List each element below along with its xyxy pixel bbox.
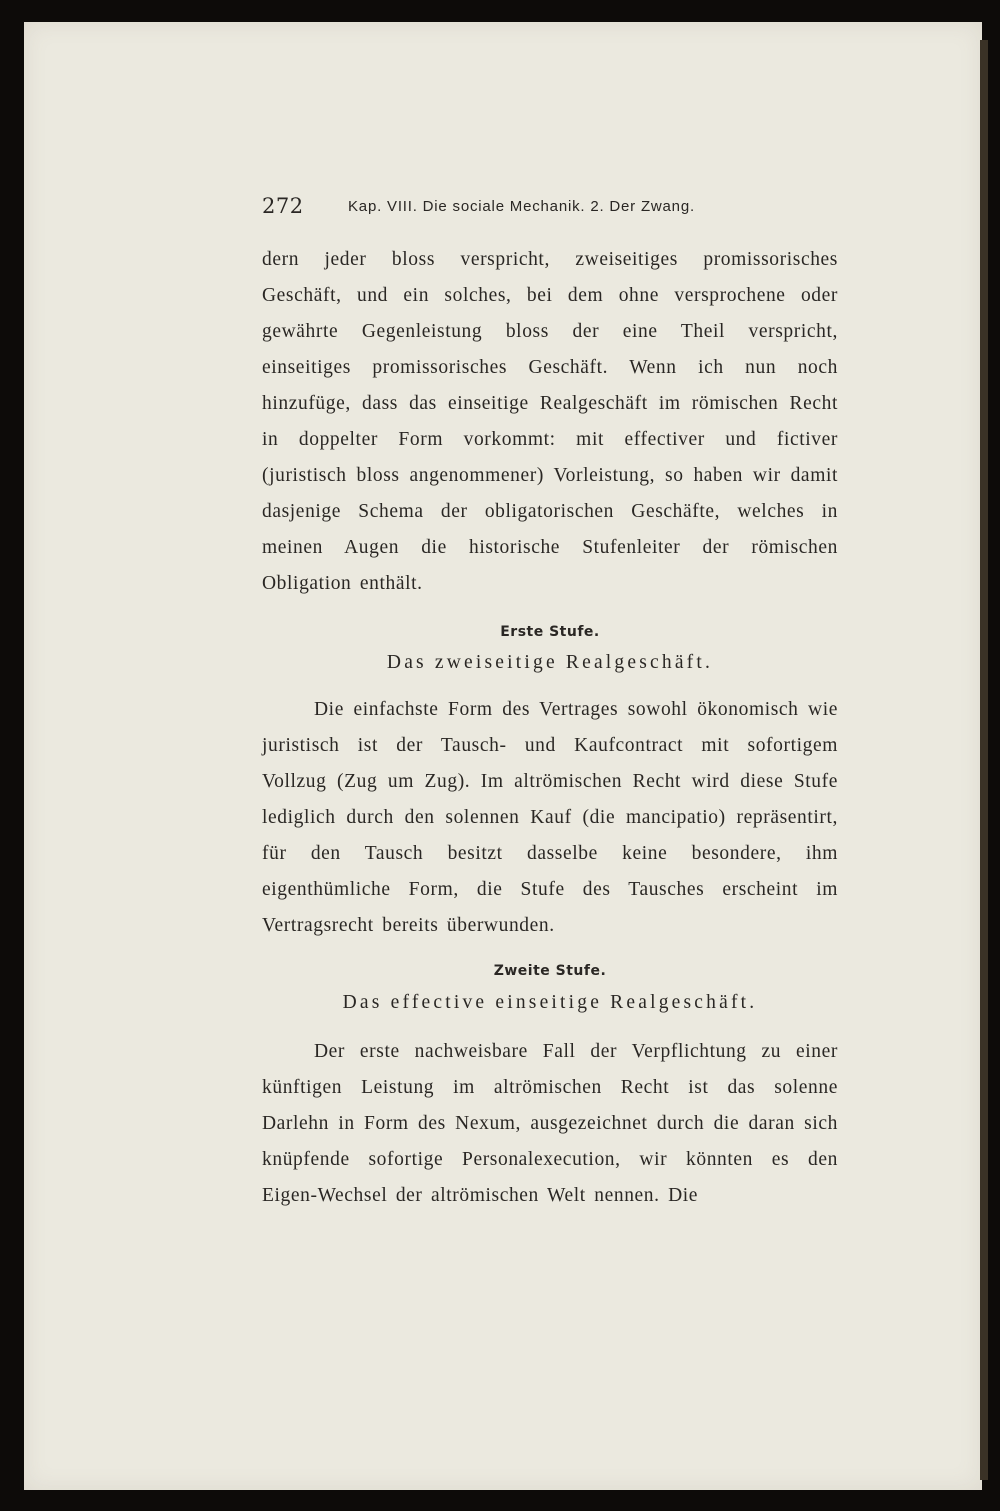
paragraph-continuation: dern jeder bloss verspricht, zweiseitiges promissorisches Geschäft, und ein solches, bei dem ohne versprochene oder gewährte Gegenleistung bloss der eine Theil verspricht, einseitiges promissorisches Geschäft. Wenn ich nun noch hinzufüge, dass das einseitige Realgeschäft im römischen Recht in doppelter Form vorkommt: mit effectiver und fictiver (juristisch bloss angenommener) Vorleistung, so haben wir damit dasjenige Schema der obligatorischen Geschäfte, welches in meinen Augen die historische Stufenleiter der römischen Obligation enthält. [262,249,838,594]
section-subtitle-second: Das effective einseitige Realgeschäft. [342,992,758,1013]
paragraph-second-stage: Der erste nachweisbare Fall der Verpflichtung zu einer künftigen Leistung im altrömischen Recht ist das solenne Darlehn in Form des Nexum, ausgezeichnet durch die daran sich knüpfende sofortige Personalexecution, wir könnten es den Eigen-Wechsel der altrömischen Welt nennen. Die [262,1041,838,1206]
page-number: 272 [262,194,304,218]
page-edge [980,40,988,1480]
section-subtitle-first: Das zweiseitige Realgeschäft. [386,652,714,673]
section-title-second: Zweite Stufe. [493,963,607,979]
section-title-first: Erste Stufe. [500,624,600,640]
paragraph-first-stage: Die einfachste Form des Vertrages sowohl ökonomisch wie juristisch ist der Tausch- und Kaufcontract mit sofortigem Vollzug (Zug um Zug). Im altrömischen Recht wird diese Stufe lediglich durch den solennen Kauf (die mancipatio) repräsentirt, für den Tausch besitzt dasselbe keine besondere, ihm eigenthümliche Form, die Stufe des Tausches erscheint im Vertragsrecht bereits überwunden. [262,699,838,936]
running-head: Kap. VIII. Die sociale Mechanik. 2. Der Zwang. [348,198,695,215]
page-header [262,194,842,222]
